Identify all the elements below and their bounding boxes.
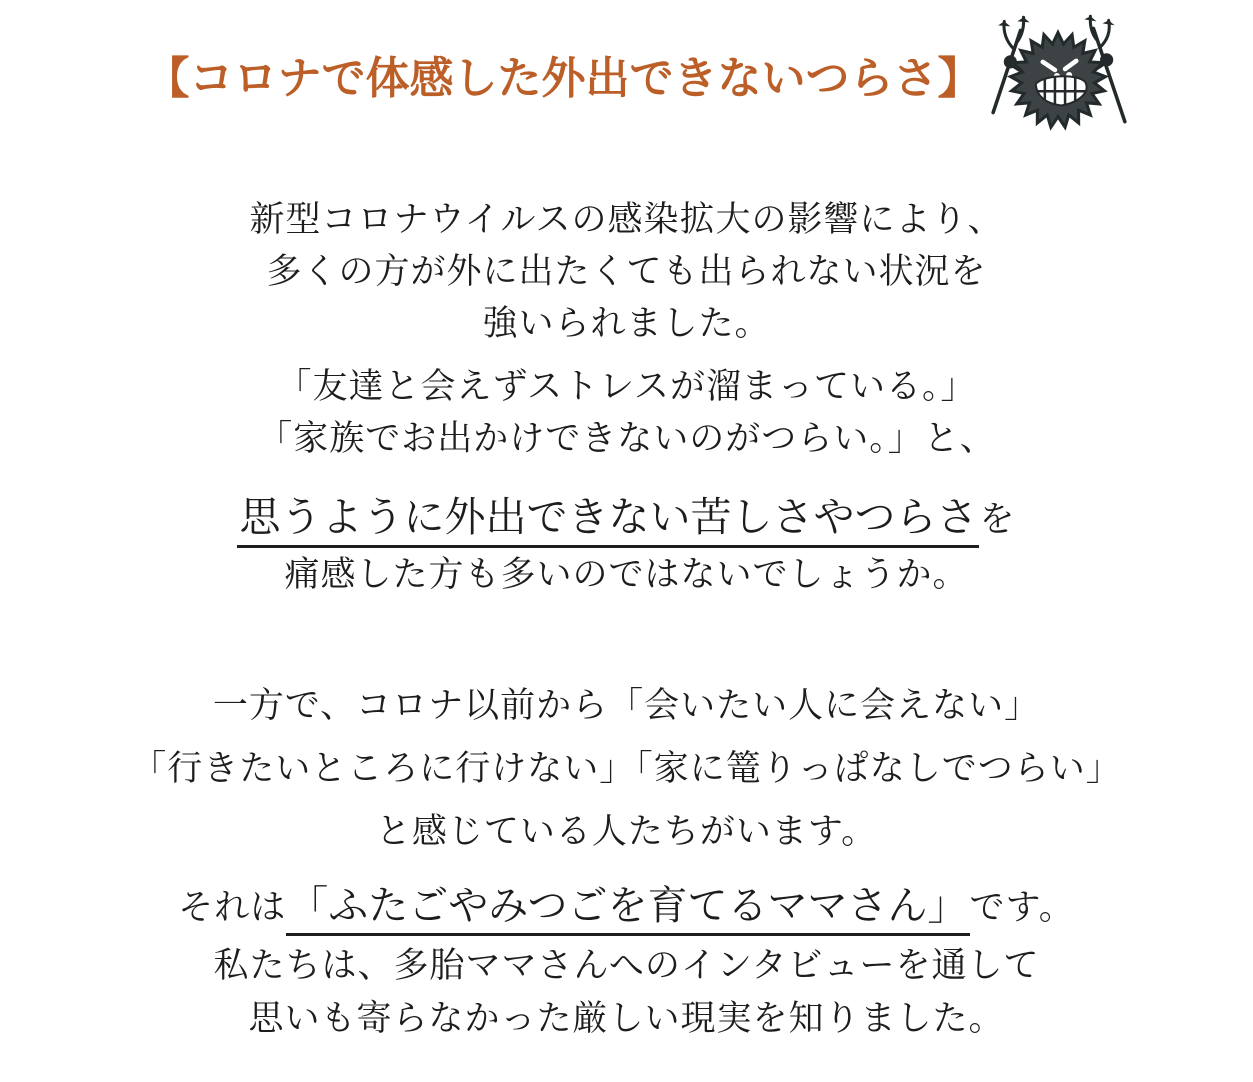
text-line: 痛感した方も多いのではないでしょうか。 — [284, 555, 969, 594]
underlined-emphasis: 「ふたごやみつごを育てるママさん」 — [286, 883, 969, 936]
paragraph-hardship-followup — [0, 549, 1253, 601]
text-line: 「家族でお出かけできないのがつらい。」と、 — [257, 419, 996, 458]
text-line: 新型コロナウイルスの感染拡大の影響により、 — [249, 200, 1004, 239]
text-line: 私たちは、多胎ママさんへのインタビューを通して — [213, 946, 1040, 985]
paragraph-covid-impact — [0, 194, 1253, 350]
virus-devil-icon — [983, 4, 1135, 136]
emphasis-prefix: それは — [178, 888, 287, 927]
emphasis-line-twin-moms — [0, 878, 1253, 938]
emphasis-line-hardship — [0, 488, 1253, 549]
paragraph-interview — [0, 939, 1253, 1045]
text-line: 強いられました。 — [482, 304, 771, 343]
text-line: 一方で、コロナ以前から「会いたい人に会えない」 — [212, 686, 1041, 725]
paragraph-pre-covid — [0, 674, 1253, 863]
page-title: 【コロナで体感した外出できないつらさ】 — [145, 54, 982, 103]
text-line: 多くの方が外に出たくても出られない状況を — [266, 252, 987, 291]
emphasis-suffix: を — [979, 500, 1016, 539]
virus-devil-svg — [983, 4, 1135, 136]
text-line: 思いも寄らなかった厳しい現実を知りました。 — [248, 999, 1005, 1038]
emphasis-suffix: です。 — [969, 888, 1075, 927]
underlined-emphasis: 思うように外出できない苦しさやつらさ — [237, 494, 979, 548]
text-line: 「行きたいところに行けない」「家に篭りっぱなしでつらい」 — [131, 749, 1122, 788]
paragraph-quotes — [0, 361, 1253, 465]
text-line: と感じている人たちがいます。 — [375, 812, 878, 851]
text-line: 「友達と会えずストレスが溜まっている。」 — [276, 367, 977, 406]
